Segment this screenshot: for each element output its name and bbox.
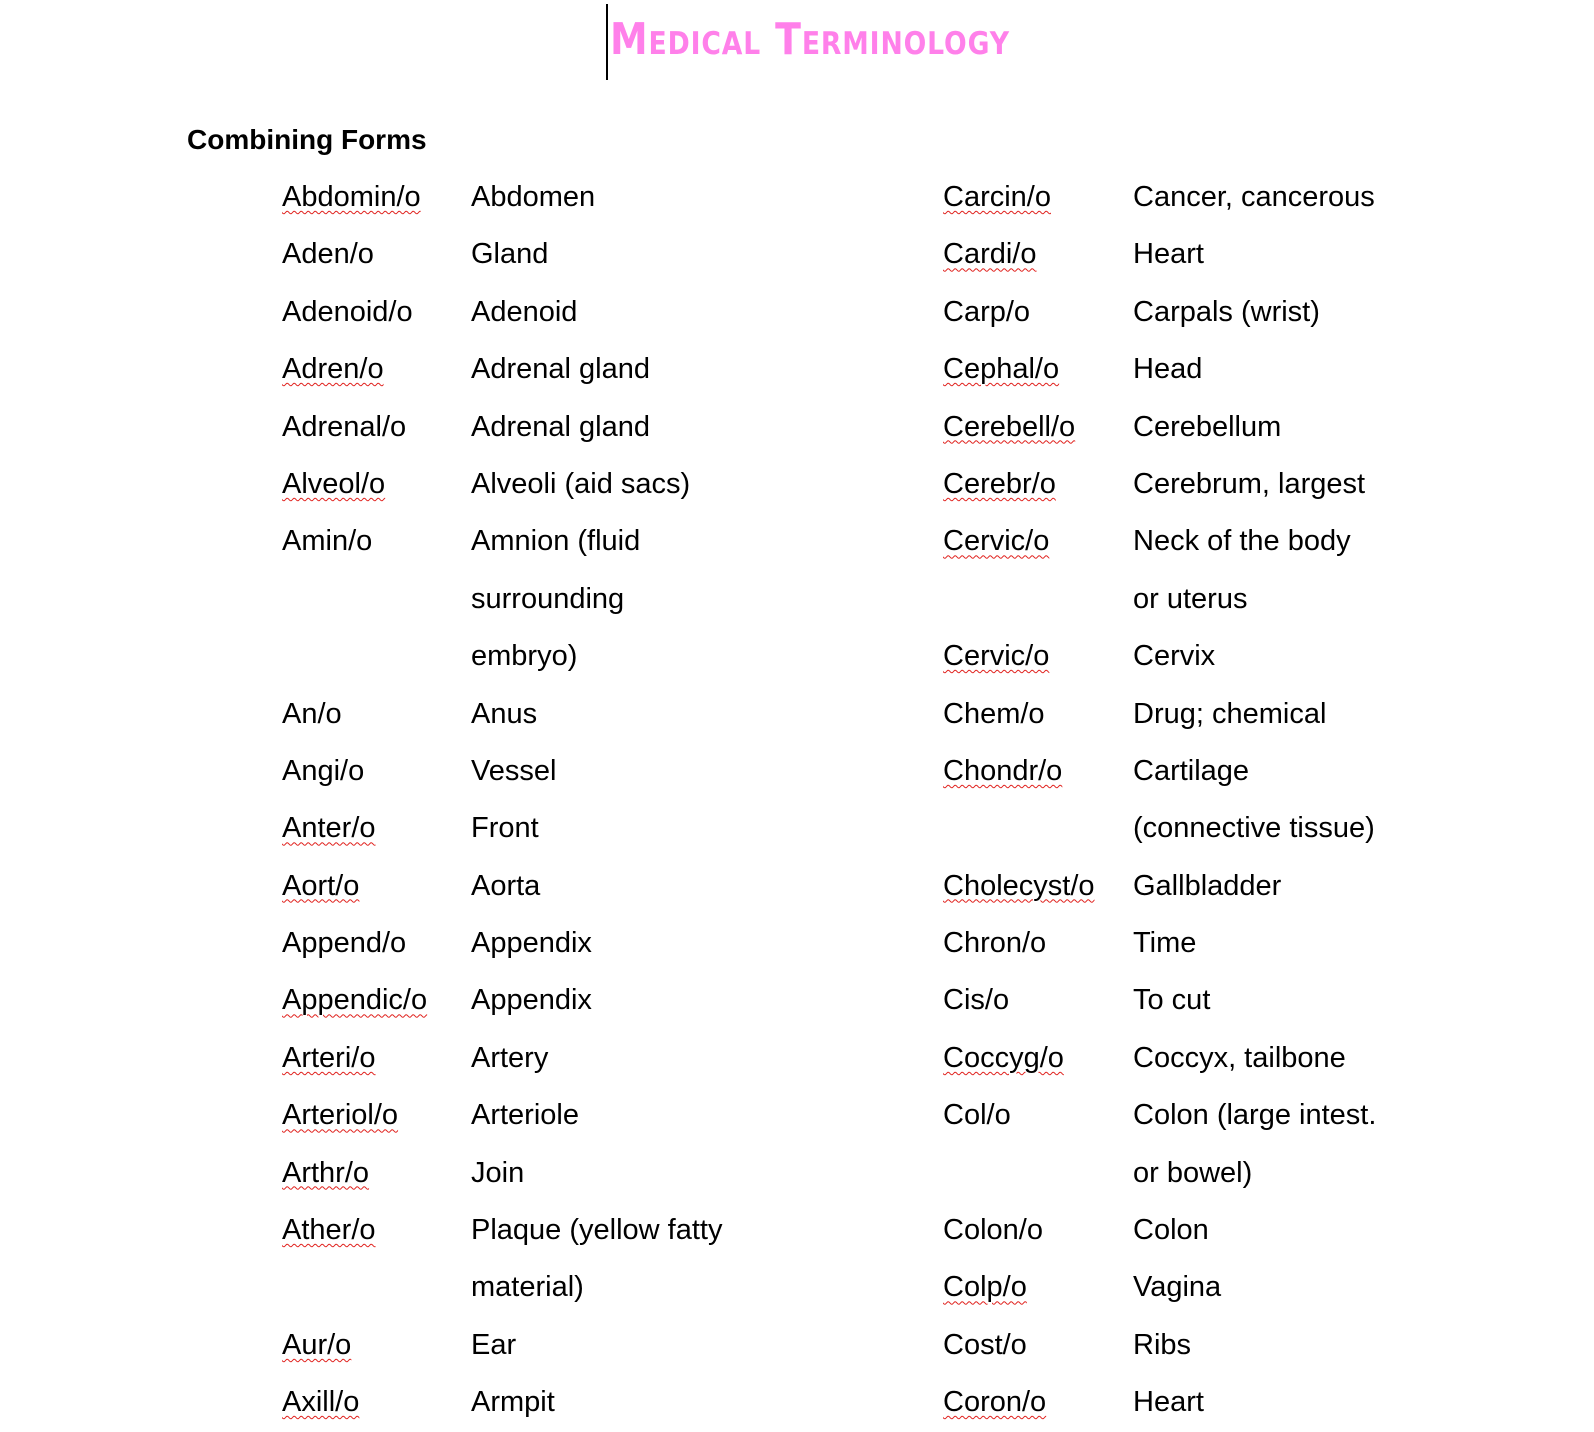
definition: Arteriole bbox=[471, 1099, 579, 1132]
definition: Gallbladder bbox=[1133, 869, 1282, 902]
definition: Heart bbox=[1133, 1386, 1204, 1419]
definition: Ear bbox=[471, 1328, 517, 1361]
term: Adrenal/o bbox=[282, 410, 407, 443]
term: Abdomin/o bbox=[282, 181, 421, 213]
term: Cephal/o bbox=[943, 353, 1060, 386]
definition: Abdomen bbox=[471, 181, 596, 213]
term: Cost/o bbox=[943, 1328, 1027, 1361]
definition: Vagina bbox=[1133, 1271, 1222, 1304]
term: Cholecyst/o bbox=[943, 869, 1095, 902]
definition: Vessel bbox=[471, 754, 557, 787]
term: Arteri/o bbox=[282, 1041, 376, 1074]
definition: embryo) bbox=[471, 640, 578, 673]
term: Ather/o bbox=[282, 1214, 376, 1247]
term: Colp/o bbox=[943, 1271, 1027, 1304]
definition: or bowel) bbox=[1133, 1156, 1253, 1189]
term: Amin/o bbox=[282, 525, 373, 558]
definition: Armpit bbox=[471, 1386, 555, 1419]
definition: Alveoli (aid sacs) bbox=[471, 467, 691, 500]
definition: Aorta bbox=[471, 869, 541, 902]
term: Arthr/o bbox=[282, 1156, 370, 1189]
term: Chron/o bbox=[943, 927, 1047, 960]
definition: Join bbox=[471, 1156, 525, 1189]
definition: Cerebellum bbox=[1133, 410, 1282, 443]
term: Cerebr/o bbox=[943, 467, 1056, 500]
term: Alveol/o bbox=[282, 467, 386, 500]
definition: Cervix bbox=[1133, 640, 1216, 673]
definition: Colon bbox=[1133, 1214, 1209, 1247]
definition: To cut bbox=[1133, 984, 1211, 1017]
term: Axill/o bbox=[282, 1386, 360, 1419]
definition: Neck of the body bbox=[1133, 525, 1351, 558]
term: Cardi/o bbox=[943, 238, 1037, 271]
term: Coccyg/o bbox=[943, 1041, 1064, 1074]
definition: Time bbox=[1133, 927, 1197, 960]
definition: Heart bbox=[1133, 238, 1204, 271]
term: Cervic/o bbox=[943, 525, 1050, 558]
definition: Appendix bbox=[471, 984, 592, 1017]
term: Anter/o bbox=[282, 812, 376, 845]
term: Carp/o bbox=[943, 295, 1031, 328]
definition: surrounding bbox=[471, 582, 625, 615]
term: Aden/o bbox=[282, 238, 374, 271]
definition: Appendix bbox=[471, 927, 592, 960]
term: Aur/o bbox=[282, 1328, 352, 1361]
definition: Amnion (fluid bbox=[471, 525, 641, 558]
term: Adenoid/o bbox=[282, 295, 413, 328]
definition: Anus bbox=[471, 697, 538, 730]
definition: or uterus bbox=[1133, 582, 1248, 615]
definition: Cerebrum, largest bbox=[1133, 467, 1366, 500]
term: Carcin/o bbox=[943, 181, 1051, 213]
definition: Cancer, cancerous bbox=[1133, 181, 1375, 213]
definition: Head bbox=[1133, 353, 1203, 386]
definition: Ribs bbox=[1133, 1328, 1192, 1361]
term: Col/o bbox=[943, 1099, 1011, 1132]
definition: Front bbox=[471, 812, 539, 845]
definition: Adrenal gland bbox=[471, 410, 650, 443]
term: Cervic/o bbox=[943, 640, 1050, 673]
definition: material) bbox=[471, 1271, 584, 1304]
definition: Artery bbox=[471, 1041, 549, 1074]
definition: (connective tissue) bbox=[1133, 812, 1375, 845]
definition: Carpals (wrist) bbox=[1133, 295, 1320, 328]
definition: Cartilage bbox=[1133, 754, 1250, 787]
term: Coron/o bbox=[943, 1386, 1047, 1419]
definition: Colon (large intest. bbox=[1133, 1099, 1377, 1132]
definition: Coccyx, tailbone bbox=[1133, 1041, 1346, 1074]
term: Chondr/o bbox=[943, 754, 1063, 787]
term: Aort/o bbox=[282, 869, 360, 902]
text-cursor bbox=[606, 4, 608, 80]
term: An/o bbox=[282, 697, 342, 730]
term: Chem/o bbox=[943, 697, 1045, 730]
term: Angi/o bbox=[282, 754, 365, 787]
section-heading: Combining Forms bbox=[187, 124, 427, 155]
page-title: Medical Terminology bbox=[610, 14, 1010, 65]
term: Cerebell/o bbox=[943, 410, 1076, 443]
term: Cis/o bbox=[943, 984, 1010, 1017]
term: Adren/o bbox=[282, 353, 384, 386]
term: Appendic/o bbox=[282, 984, 428, 1017]
definition: Adenoid bbox=[471, 295, 578, 328]
definition: Plaque (yellow fatty bbox=[471, 1214, 723, 1247]
definition: Gland bbox=[471, 238, 549, 271]
term: Arteriol/o bbox=[282, 1099, 399, 1132]
term: Append/o bbox=[282, 927, 407, 960]
definition: Drug; chemical bbox=[1133, 697, 1327, 730]
definition: Adrenal gland bbox=[471, 353, 650, 386]
term: Colon/o bbox=[943, 1214, 1043, 1247]
